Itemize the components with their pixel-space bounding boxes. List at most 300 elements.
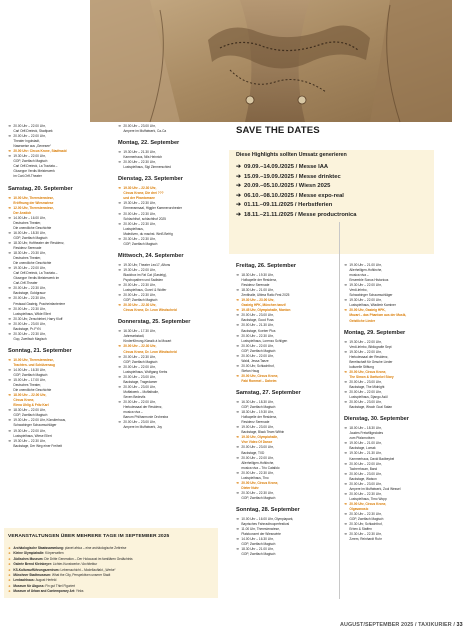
- event-text: 20.00 Uhr – 23.00 Uhr,: [349, 400, 382, 405]
- event-text: Backstage, Koeber Plus: [241, 328, 276, 333]
- event-text: GOP, Zweifach Magisch: [241, 495, 276, 500]
- arrow-icon: ➔: [8, 230, 11, 235]
- day-heading: Sonntag, 21. September: [8, 347, 72, 354]
- arrow-icon: ➔: [8, 205, 11, 210]
- event-text: Geistliche Lieder: [349, 318, 376, 323]
- venue-name: Museum für Abguss:: [13, 583, 45, 588]
- save-the-dates-list: [236, 163, 356, 220]
- event-text: 20.00 Uhr, Gasteig HPK,: [349, 308, 386, 313]
- event-text: 20.00 Uhr – 23.00 Uhr,: [13, 321, 46, 326]
- event-text: Olgavanosic: [349, 506, 369, 511]
- event-text: Carl-Orff-Theater: [13, 281, 38, 286]
- event-text: Eröffnung der Wiesnwiese: [13, 200, 54, 205]
- event-text: musica viva –: [349, 273, 369, 278]
- event-text: 20.00 Uhr – 22.00 Uhr,: [241, 353, 274, 358]
- event-detail: [236, 379, 333, 384]
- arrow-icon: ➔: [236, 323, 239, 328]
- event-description: What the City, Perspektiven unserer Stadt: [51, 573, 111, 578]
- event-text: 20.00 Uhr – 22.30 Uhr,: [349, 491, 382, 496]
- event-text: Festsaal Gasteig, Pracheinfanteriere: [13, 301, 66, 306]
- arrow-icon: ➔: [236, 425, 239, 430]
- event-text: Residenz Serenade: [241, 283, 270, 288]
- arrow-icon: ➔: [236, 410, 239, 415]
- arrow-icon: ➔: [118, 283, 121, 288]
- event-text: GOP, Zweifach Magisch: [241, 405, 276, 410]
- event-detail: [8, 174, 108, 179]
- arrow-icon: ➔: [344, 461, 347, 466]
- arrow-icon: ➔: [8, 316, 11, 321]
- arrow-icon: ➔: [8, 562, 11, 567]
- save-the-date-text: 20.09.–05.10./2025 / Wiesn 2025: [244, 183, 331, 189]
- arrow-icon: ➔: [8, 367, 11, 372]
- schedule-column-4: [344, 263, 444, 542]
- arrow-icon: ➔: [344, 390, 347, 395]
- event-detail: [8, 444, 108, 449]
- arrow-icon: ➔: [344, 339, 347, 344]
- event-text: GOP, Zweifach Magisch: [123, 359, 158, 364]
- event-text: Ensemble Sonus Historicus: [349, 278, 389, 283]
- event-text: 18.30 Uhr, Hoftheater der Residenz,: [13, 240, 65, 245]
- event-text: Lustspielhaus, Wolfgang Krebs: [123, 369, 168, 374]
- arrow-icon: ➔: [236, 470, 239, 475]
- event-text: Naseweise aus „Genesee“: [13, 144, 51, 149]
- arrow-icon: ➔: [8, 556, 11, 561]
- arrow-icon: ➔: [8, 428, 11, 433]
- arrow-icon: ➔: [118, 364, 121, 369]
- arrow-icon: ➔: [236, 343, 239, 348]
- event-text: 20.00 Uhr – 23.00 Uhr,: [123, 124, 156, 128]
- arrow-icon: ➔: [344, 532, 347, 537]
- event-text: 20.00 Uhr – 22.00 Uhr,: [349, 461, 382, 466]
- event-text: 18.30 Uhr – 19.30 Uhr,: [241, 410, 274, 415]
- arrow-icon: ➔: [8, 215, 11, 220]
- save-the-date-text: 06.10.–08.10./2025 / Messe expo-real: [244, 192, 344, 199]
- lederhosen-photo: [90, 0, 452, 122]
- event-text: 14.00 Uhr – 16.30 Uhr,: [13, 367, 46, 372]
- arrow-icon: ➔: [8, 551, 11, 556]
- arrow-icon: ➔: [8, 408, 11, 413]
- arrow-icon: ➔: [236, 333, 239, 338]
- event-text: Gop, Zweifach Magisch: [13, 336, 47, 341]
- arrow-icon: ➔: [8, 321, 11, 326]
- event-text: 20.00 Uhr – 22.00 Uhr,: [123, 399, 156, 404]
- event-detail: [344, 537, 444, 542]
- event-text: Backstage, Pr-FYN: [13, 326, 41, 331]
- event-text: 19.30 Uhr – 22.00 Uhr,: [349, 339, 382, 344]
- arrow-icon: ➔: [344, 512, 347, 517]
- event-text: Backstage, The Midnight: [349, 384, 385, 389]
- event-text: Lustspielhaus, Gunn! & Wolfer: [123, 288, 167, 293]
- event-text: 20.00 Uhr – 23.00 Uhr,: [123, 420, 156, 425]
- save-the-date-text: 18.11.–21.11./2025 / Messe productronica: [244, 211, 357, 218]
- arrow-icon: ➔: [118, 150, 121, 155]
- event-text: Backstage, Wrach Goal Satan: [349, 405, 393, 410]
- event-text: 16.30 Uhr – 17.30 Uhr,: [123, 329, 156, 334]
- event-text: Baeurn Philharmonie Orchestra: [123, 415, 169, 420]
- event-text: 19.30 Uhr – 22.30 Uhr,: [123, 201, 156, 206]
- event-text: Backstage, Goldgrauw: [13, 291, 46, 296]
- event-text: 19.30 Uhr – 22.00 Uhr,: [13, 154, 46, 159]
- event-text: Backstage, TXD: [241, 450, 265, 455]
- event-text: Backstage, Black Team Within: [241, 430, 285, 435]
- day-heading: Dienstag, 30. September: [344, 416, 409, 423]
- day-heading: Sonntag, 28. September: [236, 506, 300, 513]
- arrow-icon: ➔: [344, 451, 347, 456]
- save-the-date-text: 09.09.–14.09./2025 / Messe IAA: [244, 164, 329, 170]
- event-text: Giuseppe Verdis Meisterwerk: [13, 169, 55, 174]
- arrow-icon: ➔: [344, 263, 347, 267]
- event-text: 19.30 Uhr – 22.30 Uhr,: [13, 438, 46, 443]
- event-text: Bereitschaft für Gesche Lieder: [349, 359, 393, 364]
- event-description: Lichter-Kunstwerke / Architektur: [52, 562, 98, 567]
- arrow-icon: ➔: [8, 154, 11, 159]
- event-text: Hofkapelle der Residenz,: [241, 278, 278, 283]
- event-text: 20.00 Uhr – 23.00 Uhr,: [123, 384, 156, 389]
- event-text: 20.00 Uhr – 22.30 Uhr,: [13, 286, 46, 291]
- arrow-icon: ➔: [344, 349, 347, 354]
- event-text: Schwabinger Schaumschläger: [13, 423, 57, 428]
- event-text: Backstage, Der Weg einer Freiheit: [13, 443, 63, 448]
- event-detail: [118, 308, 223, 313]
- arrow-icon: ➔: [344, 369, 347, 374]
- arrow-icon: ➔: [118, 344, 121, 349]
- event-text: 15.00 Uhr – 17.00 Uhr,: [13, 378, 46, 383]
- arrow-icon: ➔: [8, 149, 11, 154]
- event-text: Die unendliche Geschichte: [13, 225, 52, 230]
- arrow-icon: ➔: [236, 273, 239, 277]
- event-text: kulturelle Stiftung: [349, 364, 374, 369]
- schedule-column-3: [236, 263, 333, 557]
- event-text: 19.30 Uhr – 22.00 Uhr, Künstlerhaus,: [13, 418, 67, 423]
- event-text: Lustspielhaus,: [123, 226, 144, 231]
- arrow-icon: ➔: [236, 288, 239, 293]
- event-text: 20.00 Uhr, Circus Krone,: [349, 501, 387, 506]
- event-detail: [118, 165, 223, 170]
- arrow-icon: ➔: [118, 303, 121, 308]
- arrow-icon: ➔: [236, 490, 239, 495]
- event-text: 11.00 Uhr, Theresienwiese,: [241, 527, 280, 532]
- event-text: zum Pfalzmotiven: [349, 436, 375, 441]
- event-text: musica viva –: [123, 410, 143, 415]
- event-text: Platzkonzert der Wiesnwirte: [241, 532, 281, 537]
- arrow-icon: ➔: [236, 164, 241, 170]
- event-description: Körperwelten: [45, 551, 64, 556]
- arrow-icon: ➔: [118, 124, 121, 128]
- arrow-icon: ➔: [8, 393, 11, 398]
- save-the-date-text: 01.11.–09.11./2025 / Herbstferien: [244, 202, 333, 208]
- arrow-icon: ➔: [8, 546, 11, 550]
- event-text: im Carl-Orff-Theater: [13, 174, 42, 179]
- venue-name: Kleine Olympiahalle:: [13, 551, 45, 556]
- save-the-date-item: [236, 173, 356, 183]
- event-text: 20.00 Uhr – 23.00 Uhr,: [349, 471, 382, 476]
- event-text: 20.00 Uhr – 22.30 Uhr,: [123, 293, 156, 298]
- event-text: 20.00 Uhr – 22.00 Uhr,: [241, 343, 274, 348]
- arrow-icon: ➔: [236, 400, 239, 405]
- event-text: 19.30 Uhr – 22.30 Uhr,: [123, 186, 157, 191]
- page-footer: [340, 622, 463, 628]
- event-text: Kammerhaus, David Badbeybel: [349, 456, 395, 461]
- arrow-icon: ➔: [344, 522, 347, 527]
- event-text: 20.00 Uhr, Circus Krone,: [241, 480, 279, 485]
- event-text: 20.00 Uhr – 23.00 Uhr,: [349, 379, 382, 384]
- arrow-icon: ➔: [236, 480, 239, 485]
- event-detail: [118, 129, 223, 134]
- event-text: 20.30 Uhr – 22.30 Uhr,: [349, 512, 382, 517]
- event-description: planet africa – eine archäologische Zeitreise: [64, 546, 127, 550]
- event-text: GOP, Zweifach Magisch: [13, 235, 48, 240]
- event-text: 20.00 Uhr – 23.00 Uhr,: [123, 374, 156, 379]
- venue-name: Museum of Urban and Contemporary Art:: [13, 589, 76, 594]
- arrow-icon: ➔: [8, 418, 11, 423]
- arrow-icon: ➔: [8, 567, 11, 572]
- event-text: GOP, Zweifach Magisch: [241, 348, 276, 353]
- event-text: 20.00 Uhr, Circus Krone,: [349, 369, 387, 374]
- venue-name: KS-Kulturaufführungszentrum:: [13, 567, 60, 572]
- event-text: Schlachthof, schlachthof 2025: [123, 216, 166, 221]
- arrow-icon: ➔: [236, 173, 241, 180]
- event-text: Lustspielhaus, Lorenzo Schligen: [241, 338, 288, 343]
- multi-day-event-item: [8, 589, 133, 594]
- event-text: 19.00 Uhr – 21.00 Uhr,: [349, 263, 382, 267]
- arrow-icon: ➔: [118, 186, 121, 191]
- event-text: 18.30 Uhr – 22.00 Uhr,: [13, 408, 46, 413]
- arrow-icon: ➔: [8, 589, 11, 594]
- event-text: 19.30 Uhr – 21.30 Uhr,: [349, 451, 382, 456]
- venue-name: Münchner Stadtmuseum:: [13, 573, 52, 578]
- event-text: 20.00 Uhr – 22.30 Uhr,: [123, 344, 157, 349]
- schedule-column-2: [118, 124, 223, 430]
- event-text: Seven Bedevils: [123, 394, 146, 399]
- arrow-icon: ➔: [236, 183, 241, 189]
- save-the-date-item: [236, 163, 356, 173]
- venue-name: Archäologische Staatssammlung:: [13, 546, 65, 550]
- arrow-icon: ➔: [344, 481, 347, 486]
- event-text: 18.00 Uhr – 18.30 Uhr,: [349, 426, 382, 431]
- day-heading: Montag, 22. September: [118, 140, 180, 147]
- event-text: Backstage, Watson: [349, 476, 377, 481]
- arrow-icon: ➔: [236, 353, 239, 358]
- arrow-icon: ➔: [8, 124, 11, 128]
- event-text: GOP, Zweifach Magisch: [13, 373, 48, 378]
- event-text: Verdi-lehrbo, Bibliografie Sept: [349, 344, 392, 349]
- schedule-column-1: [8, 124, 108, 449]
- save-the-date-item: [236, 192, 356, 202]
- event-text: 20.30 Uhr, Zerschlebet, Harry Kluff: [13, 316, 63, 321]
- event-text: 18.00 Uhr – 22.00 Uhr,: [13, 393, 47, 398]
- arrow-icon: ➔: [118, 384, 121, 389]
- event-text: 16.00 Uhr – 18.30 Uhr,: [13, 230, 46, 235]
- event-text: 18.30 Uhr – 21.00 Uhr,: [241, 288, 274, 293]
- arrow-icon: ➔: [236, 192, 241, 199]
- event-text: Herkulessaal der Residenz,: [349, 354, 389, 359]
- save-the-dates-title: SAVE THE DATES: [236, 125, 320, 136]
- arrow-icon: ➔: [236, 313, 239, 318]
- event-text: Zenithalle, Ultima Ratio Fest 2025: [241, 293, 290, 298]
- event-text: 20.00 Uhr – 23.00 Uhr,: [241, 445, 274, 450]
- event-text: Fabi Rommel – Daheim: [241, 378, 277, 383]
- arrow-icon: ➔: [118, 329, 121, 334]
- event-text: Trachten- und Schützenzug: [13, 362, 56, 367]
- event-description: Fin gut Thiel Figuriert: [45, 583, 76, 588]
- arrow-icon: ➔: [236, 373, 239, 378]
- event-text: 20.00 Uhr – 21.30 Uhr,: [241, 323, 274, 328]
- venue-name: Jüdisches Museum:: [13, 556, 44, 561]
- event-text: 19.30 Uhr, Olympiahalle,: [241, 435, 279, 440]
- event-text: Ampere im Muffatwerk, Ca-Ca: [123, 129, 167, 134]
- event-text: 20.30 Uhr – 22.30 Uhr,: [241, 490, 274, 495]
- event-text: 19.30 Uhr – 23.00 Uhr,: [241, 298, 275, 303]
- event-text: Giuseppe Verdis Meisterwerk im: [13, 276, 60, 281]
- event-text: GOP, Zweifach Magisch: [123, 298, 158, 303]
- venue-name: Lenbachhaus:: [13, 578, 35, 583]
- event-text: 20.00 Uhr – 22.00 Uhr,: [349, 390, 382, 395]
- event-text: 14.00 Uhr – 16.30 Uhr,: [241, 537, 274, 542]
- event-text: Allerheiligen-Hofkirche,: [241, 460, 275, 465]
- event-detail: [236, 496, 333, 501]
- save-the-date-item: [236, 211, 356, 221]
- event-text: 10.00 Uhr, Theresienwiese,: [13, 357, 54, 362]
- day-heading: Mittwoch, 24. September: [118, 252, 184, 259]
- event-text: Die unendliche Geschichte: [13, 261, 52, 266]
- event-text: Deutsches Theater,: [13, 383, 41, 388]
- arrow-icon: ➔: [236, 211, 241, 218]
- arrow-icon: ➔: [236, 363, 239, 368]
- event-text: 20.30 Uhr – 22.30 Uhr,: [123, 236, 156, 241]
- event-detail: [8, 337, 108, 342]
- arrow-icon: ➔: [118, 293, 121, 298]
- arrow-icon: ➔: [8, 306, 11, 311]
- event-text: Theater Ingolstadt,: [13, 139, 40, 144]
- event-text: Backstage, Tragedamer: [123, 379, 158, 384]
- save-the-date-item: [236, 201, 356, 211]
- event-text: Circus Krone, Die drei ???: [123, 191, 164, 196]
- event-text: 19.00 Uhr – 21.00 Uhr,: [349, 441, 382, 446]
- event-text: 19.30 Uhr – 22.00 Uhr,: [349, 349, 382, 354]
- event-text: 20.30 Uhr – 22.30 Uhr,: [123, 303, 157, 308]
- arrow-icon: ➔: [118, 354, 121, 359]
- day-heading: Samstag, 27. September: [236, 390, 301, 397]
- event-text: Carl Orff-Dreieck, La Traviata –: [13, 271, 58, 276]
- event-text: Muffatwerk – Muffathalle,: [123, 389, 159, 394]
- event-text: Lustspielhaus, Sigi Zimmerschied: [123, 165, 171, 170]
- event-text: Stefan Haug: [241, 368, 260, 373]
- event-text: 20.00 Uhr – 22.30 Uhr,: [241, 470, 274, 475]
- event-text: Blackbox im Fat Cat (Gasteig),: [123, 272, 167, 277]
- event-text: GOP, Zweifach Magisch: [123, 241, 158, 246]
- arrow-icon: ➔: [344, 400, 347, 405]
- event-text: 10.00 Uhr – 16.00 Uhr, Olympiapark,: [241, 516, 294, 521]
- event-text: Verdi-lehrbo,: [349, 288, 368, 293]
- event-text: 14.00 Uhr – 16.00 Uhr,: [13, 215, 46, 220]
- multi-day-events-title: VERANSTALTUNGEN ÜBER MEHRERE TAGE IM SEPTEMBER 2025: [8, 534, 170, 539]
- day-heading: Freitag, 26. September: [236, 263, 296, 269]
- event-text: Circus Krone, Dr. Leon Windscheid: [123, 308, 177, 313]
- venue-name: Galerie Bernd Kleinbeyer:: [13, 562, 52, 567]
- arrow-icon: ➔: [236, 455, 239, 460]
- event-text: musica viva – Trio Catalido: [241, 465, 280, 470]
- event-text: 20.00 Uhr, Schlachthof,: [241, 363, 275, 368]
- arrow-icon: ➔: [236, 527, 239, 532]
- event-text: 20.30 Uhr, Schlachthof,: [349, 522, 383, 527]
- event-detail: [118, 425, 223, 430]
- arrow-icon: ➔: [8, 578, 11, 583]
- arrow-icon: ➔: [236, 298, 239, 303]
- event-text: Jaudes Freiwilligeckdes: [349, 431, 384, 436]
- arrow-icon: ➔: [236, 435, 239, 440]
- event-text: Circus Krone,: [13, 398, 35, 403]
- event-text: 19.00 Uhr – 23.00 Uhr,: [241, 425, 274, 430]
- event-text: 19.30 Uhr, Theater Leo17, Alfons: [123, 262, 171, 267]
- event-detail: [118, 242, 223, 247]
- event-text: Deutsches Theater,: [13, 220, 41, 225]
- event-text: 20.00 Uhr – 22.30 Uhr,: [13, 306, 46, 311]
- day-heading: Montag, 29. September: [344, 329, 406, 336]
- event-text: 19.30 Uhr – 22.00 Uhr,: [349, 298, 382, 303]
- arrow-icon: ➔: [118, 420, 121, 425]
- arrow-icon: ➔: [236, 537, 239, 542]
- arrow-icon: ➔: [118, 160, 121, 165]
- event-text: 19.45 Uhr, Olympiahalle, Monton: [241, 308, 291, 313]
- event-text: Erben & Staffen: [349, 527, 372, 532]
- arrow-icon: ➔: [344, 471, 347, 476]
- event-text: Schwabinger Schaumschläger: [349, 293, 393, 298]
- event-text: 20.00 Uhr – 22.30 Uhr,: [13, 296, 46, 301]
- event-text: 20.30 Uhr – 22.30 Uhr,: [13, 331, 46, 336]
- event-text: 19.30 Uhr – 22.00 Uhr,: [349, 283, 382, 288]
- arrow-icon: ➔: [236, 516, 239, 521]
- event-text: Die unendliche Geschichte: [13, 388, 52, 393]
- event-text: Dieter Nuhr: [241, 485, 259, 490]
- event-text: 20.00 Uhr – 22.00 Uhr,: [241, 455, 274, 460]
- arrow-icon: ➔: [8, 438, 11, 443]
- event-text: Lustspielhaus, Tino: [241, 475, 269, 480]
- arrow-icon: ➔: [118, 399, 121, 404]
- event-text: 12.00 Uhr, Theresienwiese,: [13, 205, 54, 210]
- event-description: Lebensschicht – Modellauftakt, „Werke“: [60, 567, 116, 572]
- event-text: Herkulessaal der Residenz,: [123, 405, 163, 410]
- arrow-icon: ➔: [344, 501, 347, 506]
- event-text: Ampere im Muffatwerk, Joy: [123, 425, 162, 430]
- event-text: Carl Orff-Dreieck, Stadtpark: [13, 129, 53, 134]
- arrow-icon: ➔: [8, 331, 11, 336]
- event-text: Emmeramsaal, Higgler Kammerorchester: [123, 206, 183, 211]
- event-text: Backstage, Good Fuss: [241, 318, 274, 323]
- event-text: 20.00 Uhr – 22.00 Uhr,: [13, 124, 46, 128]
- event-text: Allerheiligen-Hofkirche,: [349, 268, 383, 273]
- column-divider: [339, 222, 340, 599]
- event-text: 19.30 Uhr – 22.00 Uhr,: [13, 428, 46, 433]
- arrow-icon: ➔: [344, 426, 347, 431]
- event-text: Lustspielhaus, Django Asül: [349, 395, 388, 400]
- event-text: 20.00 Uhr, Circus Krone,: [241, 373, 279, 378]
- event-text: Kammerhaus, Nils Heinrich: [123, 155, 163, 160]
- event-text: 18.30 Uhr – 19.30 Uhr,: [241, 273, 274, 277]
- event-text: Vive Video Of Dance: [241, 440, 273, 445]
- event-text: 20.00 Uhr – 23.00 Uhr,: [241, 313, 274, 318]
- event-text: Residenz Serenade: [241, 420, 270, 425]
- event-text: 20.00 Uhr – 22.30 Uhr,: [123, 160, 156, 165]
- event-text: GOP, Zweifach Magisch: [13, 159, 48, 164]
- event-text: GOP, Zweifach Magisch: [13, 413, 48, 418]
- arrow-icon: ➔: [344, 308, 347, 313]
- event-text: Bayrisches Fahrradtrooperfestival: [241, 522, 290, 527]
- event-text: 20.00 Uhr – 22.30 Uhr,: [123, 221, 156, 226]
- arrow-icon: ➔: [8, 134, 11, 139]
- event-text: Backstage, Lomak: [349, 446, 376, 451]
- day-heading: Samstag, 20. September: [8, 185, 73, 192]
- event-text: Lustspielhaus, Timo Wopp: [349, 496, 387, 501]
